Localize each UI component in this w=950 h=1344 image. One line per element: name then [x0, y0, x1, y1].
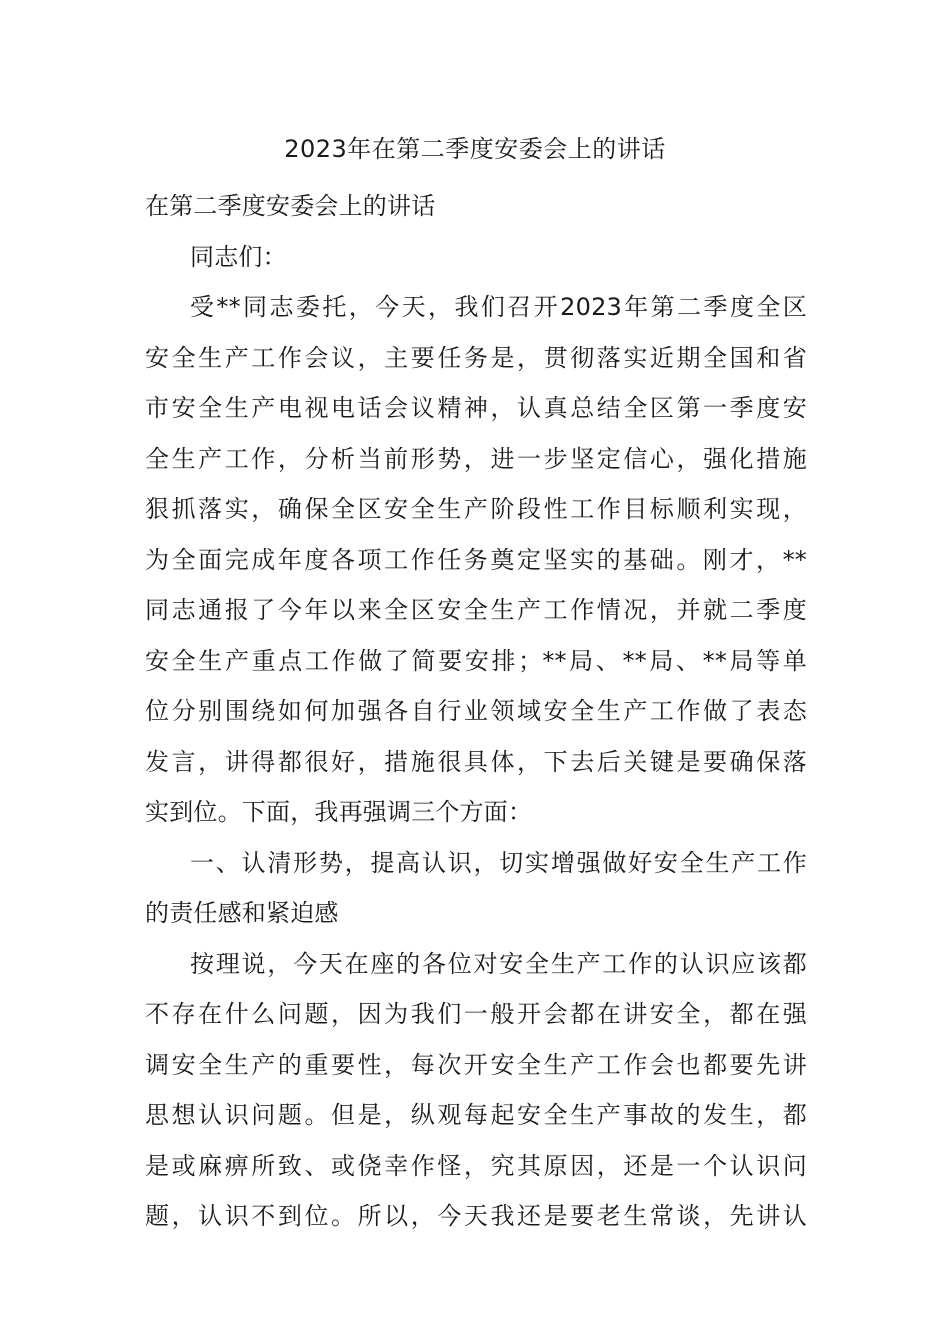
text-line: 狠抓落实，确保全区安全生产阶段性工作目标顺利实现， — [145, 495, 807, 523]
text-line: 按理说，今天在座的各位对安全生产工作的认识应该都 — [190, 949, 807, 978]
text-line: 安全生产重点工作做了简要安排；**局、**局、**局等单 — [145, 646, 807, 675]
text-line: 同志通报了今年以来全区安全生产工作情况，并就二季度 — [145, 596, 807, 624]
text-line: 位分别围绕如何加强各自行业领域安全生产工作做了表态 — [145, 697, 807, 725]
text-line: 受**同志委托，今天，我们召开2023年第二季度全区 — [190, 293, 807, 321]
text-line: 全生产工作，分析当前形势，进一步坚定信心，强化措施 — [145, 444, 807, 473]
text-line: 不存在什么问题，因为我们一般开会都在讲安全，都在强 — [145, 1000, 807, 1028]
text-line: 安全生产工作会议，主要任务是，贯彻落实近期全国和省 — [145, 343, 807, 372]
salutation-line: 同志们： — [190, 242, 287, 271]
section-heading-line: 的责任感和紧迫感 — [145, 899, 339, 927]
text-line: 为全面完成年度各项工作任务奠定坚实的基础。刚才，** — [145, 545, 807, 574]
text-line: 调安全生产的重要性，每次开安全生产工作会也都要先讲 — [145, 1050, 807, 1079]
section-heading-line: 一、认清形势，提高认识，切实增强做好安全生产工作 — [190, 848, 807, 877]
text-line: 题，认识不到位。所以，今天我还是要老生常谈，先讲认 — [145, 1202, 807, 1230]
subtitle-line: 在第二季度安委会上的讲话 — [145, 192, 436, 220]
text-line: 市安全生产电视电话会议精神，认真总结全区第一季度安 — [145, 394, 807, 422]
text-line: 思想认识问题。但是，纵观每起安全生产事故的发生，都 — [145, 1101, 807, 1129]
text-line: 实到位。下面，我再强调三个方面： — [145, 798, 533, 826]
text-line: 是或麻痹所致、或侥幸作怪，究其原因，还是一个认识问 — [145, 1151, 807, 1180]
document-body — [145, 181, 807, 1242]
document-title: 2023年在第二季度安委会上的讲话 — [284, 135, 666, 163]
text-line: 发言，讲得都很好，措施很具体，下去后关键是要确保落 — [145, 747, 807, 776]
